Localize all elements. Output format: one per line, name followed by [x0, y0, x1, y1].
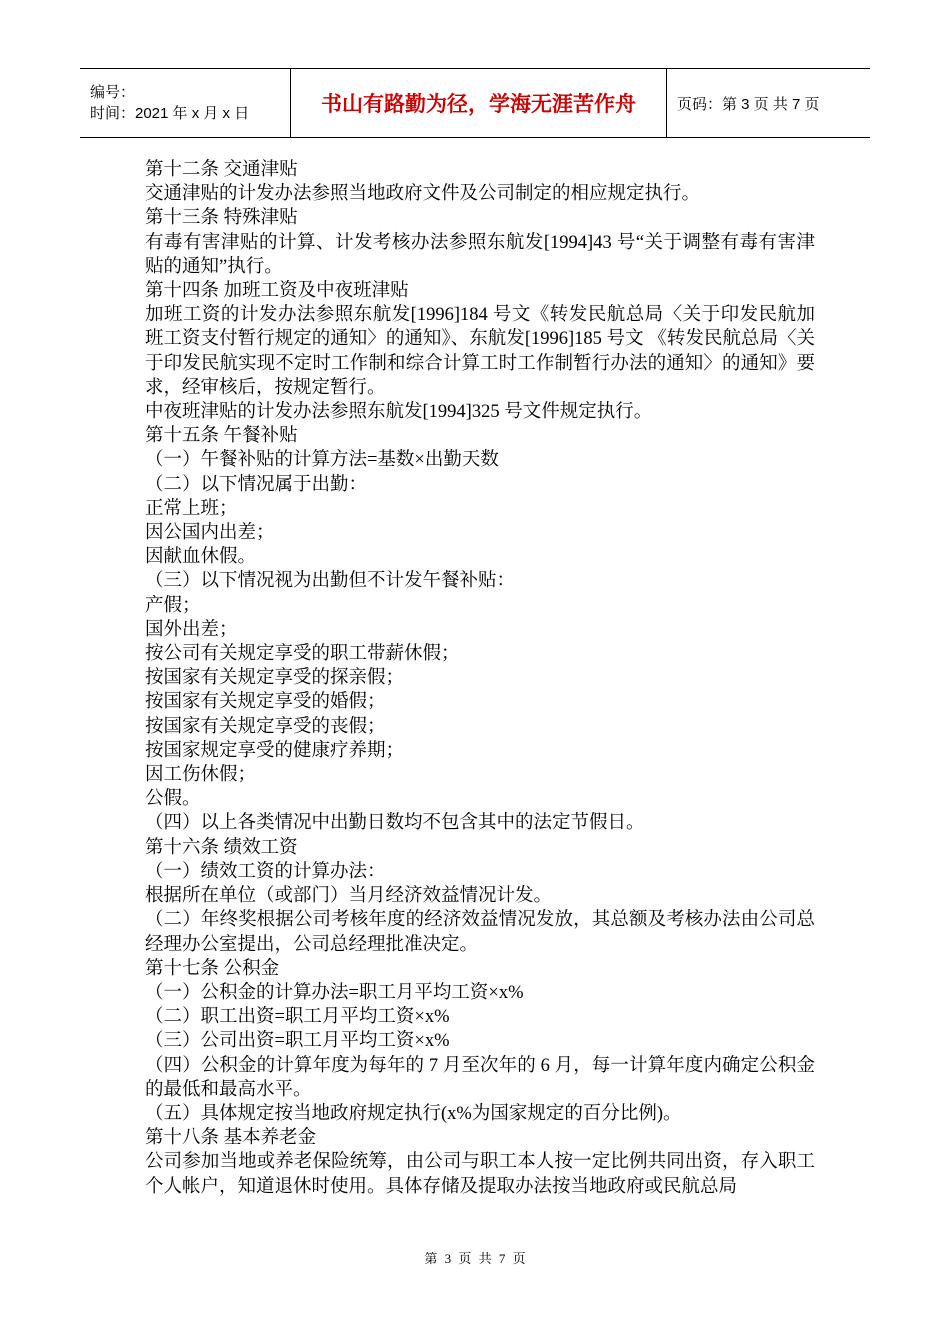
body-paragraph: 按国家有关规定享受的探亲假； — [145, 668, 405, 689]
body-paragraph: 因工伤休假； — [145, 765, 257, 786]
body-paragraph: 按公司有关规定享受的职工带薪休假； — [145, 644, 460, 665]
body-paragraph: 按国家有关规定享受的婚假； — [145, 692, 386, 713]
body-paragraph: 按国家规定享受的健康疗养期； — [145, 740, 405, 761]
body-paragraph: 中夜班津贴的计发办法参照东航发[1994]325 号文件规定执行。 — [145, 402, 653, 423]
body-paragraph: 按国家有关规定享受的丧假； — [145, 716, 386, 737]
body-paragraph: 加班工资的计发办法参照东航发[1996]184 号文《转发民航总局〈关于印发民航加班工资支付暂行规定的通知〉的通知》、东航发[1996]185 号文 《转发民航总局〈关于印发民航实现不定时工作制和综合计算工时工作制暂行办法的通知〉的通知》要求，经审核后，按规定暂行。 — [145, 305, 815, 398]
body-paragraph: 因献血休假。 — [145, 547, 257, 568]
document-number-label: 编号： — [90, 84, 136, 101]
body-paragraph: 正常上班； — [145, 498, 238, 519]
body-paragraph: 第十五条 午餐补贴 — [145, 426, 298, 447]
body-paragraph: （四）公积金的计算年度为每年的 7 月至次年的 6 月，每一计算年度内确定公积金的最低和最高水平。 — [145, 1055, 815, 1100]
header-page-number: 页码：第 3 页 共 7 页 — [677, 95, 820, 113]
body-paragraph: 第十八条 基本养老金 — [145, 1128, 317, 1149]
body-paragraph: 交通津贴的计发办法参照当地政府文件及公司制定的相应规定执行。 — [145, 184, 701, 205]
body-paragraph: 公假。 — [145, 789, 201, 810]
body-paragraph: （二）职工出资=职工月平均工资×x% — [145, 1007, 450, 1028]
body-paragraph: （一）午餐补贴的计算方法=基数×出勤天数 — [145, 450, 499, 471]
body-paragraph: 第十二条 交通津贴 — [145, 160, 298, 180]
body-paragraph: （四）以上各类情况中出勤日数均不包含其中的法定节假日。 — [145, 813, 645, 834]
body-paragraph: （五）具体规定按当地政府规定执行(x%为国家规定的百分比例)。 — [145, 1103, 682, 1124]
page-header — [80, 68, 870, 138]
body-paragraph: 公司参加当地或养老保险统筹，由公司与职工本人按一定比例共同出资，存入职工个人帐户，知道退休时使用。具体存储及提取办法按当地政府或民航总局 — [145, 1152, 815, 1197]
body-paragraph: 根据所在单位（或部门）当月经济效益情况计发。 — [145, 886, 553, 907]
body-paragraph: 产假； — [145, 595, 201, 616]
body-paragraph: 第十三条 特殊津贴 — [145, 208, 298, 229]
header-motto: 书山有路勤为径，学海无涯苦作舟 — [291, 69, 667, 137]
body-paragraph: （三）公司出资=职工月平均工资×x% — [145, 1031, 450, 1052]
document-body — [145, 158, 815, 1199]
body-paragraph: （一）公积金的计算办法=职工月平均工资×x% — [145, 982, 524, 1003]
body-paragraph: 国外出差； — [145, 619, 238, 640]
document-date-label: 时间：2021 年 x 月 x 日 — [90, 105, 250, 122]
page-footer: 第 3 页 共 7 页 — [424, 1251, 526, 1266]
header-meta — [80, 69, 291, 137]
body-paragraph: （二）以下情况属于出勤： — [145, 474, 368, 495]
body-paragraph: 第十六条 绩效工资 — [145, 837, 298, 858]
body-paragraph: 因公国内出差； — [145, 523, 275, 544]
body-paragraph: （二）年终奖根据公司考核年度的经济效益情况发放，其总额及考核办法由公司总经理办公室提出，公司总经理批准决定。 — [145, 910, 815, 955]
body-paragraph: （一）绩效工资的计算办法： — [145, 861, 386, 882]
body-paragraph: 有毒有害津贴的计算、计发考核办法参照东航发[1994]43 号“关于调整有毒有害津贴的通知”执行。 — [145, 232, 815, 277]
body-paragraph: 第十七条 公积金 — [145, 958, 280, 979]
body-paragraph: 第十四条 加班工资及中夜班津贴 — [145, 281, 409, 302]
body-paragraph: （三）以下情况视为出勤但不计发午餐补贴： — [145, 571, 516, 592]
